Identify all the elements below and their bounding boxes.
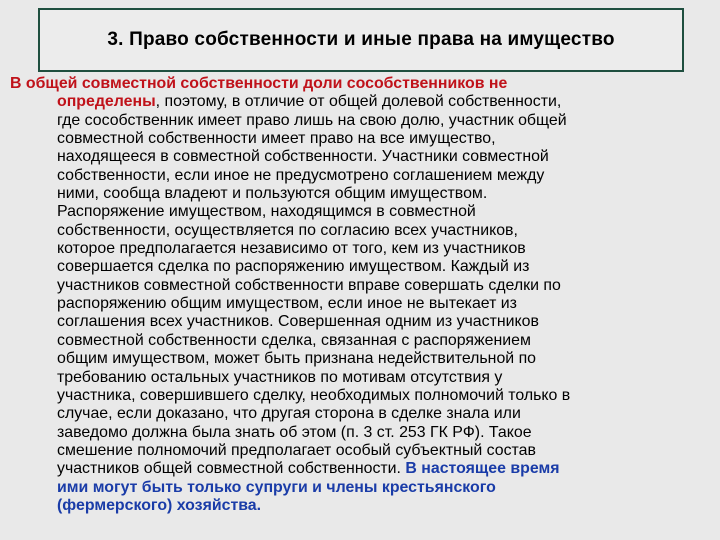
text-run: случае, если доказано, что другая сторона в сделке знала или [57, 405, 521, 423]
text-run: Распоряжение имуществом, находящимся в совместной [57, 203, 476, 221]
text-run: где сособственник имеет право лишь на свою долю, участник общей [57, 111, 567, 129]
emphasis-blue-text: ими могут быть только супруги и члены крестьянского [57, 478, 496, 496]
paragraph-line [10, 424, 716, 442]
text-run: находящееся в совместной собственности. Участники совместной [57, 148, 549, 166]
text-run: совершается сделка по распоряжению имуществом. Каждый из [57, 258, 530, 276]
text-run: совместной собственности сделка, связанная с распоряжением [57, 331, 531, 349]
emphasis-blue-text: В настоящее время [405, 460, 560, 478]
paragraph-line [10, 332, 716, 350]
paragraph-line [10, 350, 716, 368]
text-run: заведомо должна была знать об этом (п. 3 ст. 253 ГК РФ). Такое [57, 423, 532, 441]
paragraph-line [10, 222, 716, 240]
text-run: участников общей совместной собственности. [57, 460, 406, 478]
text-run: совместной собственности имеет право на все имущество, [57, 130, 496, 148]
paragraph-line [10, 497, 716, 515]
text-run: общим имуществом, может быть признана недействительной по [57, 350, 537, 368]
text-run: собственности, если иное не предусмотрено соглашением между [57, 166, 545, 184]
text-run: ними, сообща владеют и пользуются общим имуществом. [57, 185, 488, 203]
text-run: , поэтому, в отличие от общей долевой собственности, [155, 93, 562, 111]
text-run: соглашения всех участников. Совершенная одним из участников [57, 313, 539, 331]
paragraph-line [10, 442, 716, 460]
text-run: собственности, осуществляется по согласию всех участников, [57, 221, 518, 239]
slide-title-box [38, 8, 684, 72]
paragraph-line [10, 295, 716, 313]
paragraph-line [10, 460, 716, 478]
paragraph-line [10, 277, 716, 295]
paragraph-line [10, 313, 716, 331]
text-run: распоряжению общим имуществом, если иное не вытекает из [57, 295, 517, 313]
text-run: участников совместной собственности вправе совершать сделки по [57, 276, 561, 294]
body-paragraph [10, 75, 716, 515]
paragraph-line [10, 75, 716, 93]
emphasis-blue-text: (фермерского) хозяйства. [57, 496, 262, 514]
paragraph-line [10, 93, 716, 111]
paragraph-line [10, 479, 716, 497]
paragraph-line [10, 240, 716, 258]
text-run: участника, совершившего сделку, необходимых полномочий только в [57, 386, 571, 404]
emphasis-red-text: определены [57, 93, 156, 111]
paragraph-line [10, 185, 716, 203]
paragraph-line [10, 387, 716, 405]
paragraph-line [10, 167, 716, 185]
paragraph-line [10, 369, 716, 387]
paragraph-line [10, 258, 716, 276]
slide-title: 3. Право собственности и иные права на имущество [107, 29, 615, 50]
text-run: которое предполагается независимо от того, кем из участников [57, 240, 526, 258]
paragraph-line [10, 203, 716, 221]
text-run: смешение полномочий предполагает особый субъектный состав [57, 441, 536, 459]
paragraph-line [10, 112, 716, 130]
paragraph-line [10, 148, 716, 166]
text-run: требованию остальных участников по мотивам отсутствия у [57, 368, 503, 386]
emphasis-red-text: В общей совместной собственности доли сособственников не [10, 75, 508, 92]
paragraph-line [10, 130, 716, 148]
paragraph-line [10, 405, 716, 423]
